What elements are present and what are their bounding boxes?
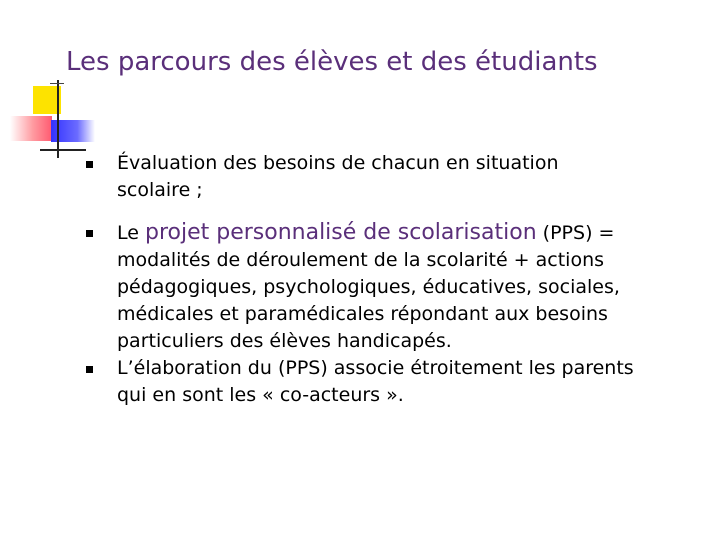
red-bar-decoration (10, 116, 52, 141)
bullet-text-line: scolaire ; (117, 179, 203, 201)
bullet-item-pps (86, 219, 706, 355)
bullet-text-line: Évaluation des besoins de chacun en situation (117, 152, 559, 174)
square-bullet-icon (86, 366, 93, 373)
bullet-first-line (117, 219, 706, 247)
horizontal-line-decoration (40, 149, 86, 151)
bullet-text-line: particuliers des élèves handicapés. (117, 330, 452, 352)
bullet-item-evaluation (86, 150, 706, 204)
small-line-decoration (50, 83, 64, 84)
square-bullet-icon (86, 230, 93, 237)
bullet-list (86, 150, 706, 409)
vertical-line-decoration (57, 80, 59, 158)
slide-title: Les parcours des élèves et des étudiants (66, 47, 598, 77)
bullet-suffix: (PPS) = (536, 222, 615, 244)
square-bullet-icon (86, 161, 93, 168)
bullet-text-line: pédagogiques, psychologiques, éducatives, sociales, (117, 276, 620, 298)
bullet-text-line: modalités de déroulement de la scolarité + actions (117, 249, 605, 271)
bullet-text-line: L’élaboration du (PPS) associe étroitement les parents (117, 357, 634, 379)
bullet-text-line: médicales et paramédicales répondant aux besoins (117, 303, 608, 325)
bullet-text-line: qui en sont les « co-acteurs ». (117, 384, 404, 406)
bullet-prefix: Le (117, 222, 145, 244)
bullet-item-elaboration (86, 355, 706, 409)
highlight-term: projet personnalisé de scolarisation (144, 220, 537, 245)
